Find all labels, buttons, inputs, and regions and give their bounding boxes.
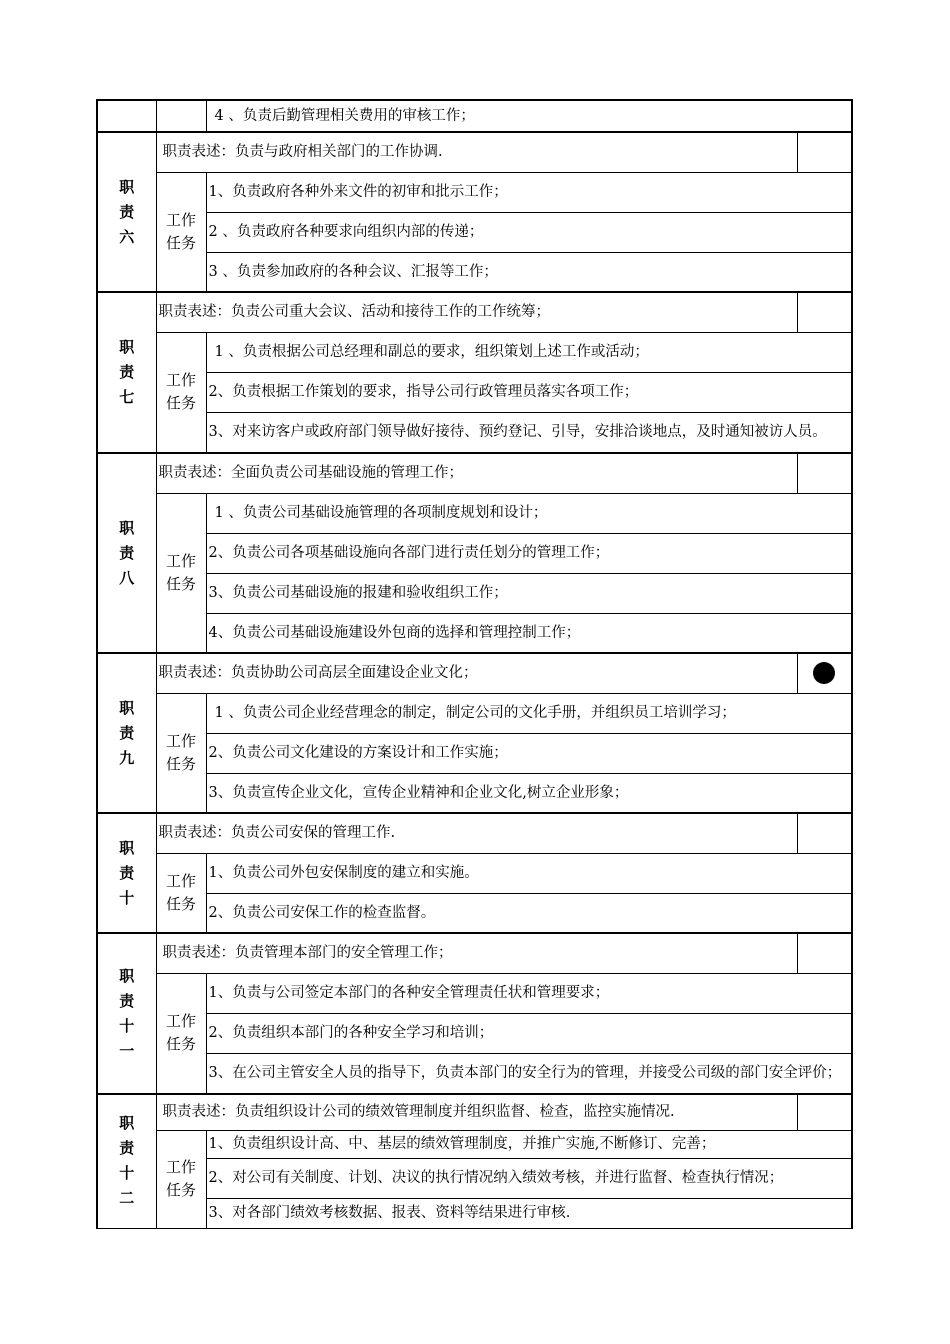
task-item: 3 、负责参加政府的各种会议、汇报等工作； <box>206 252 852 292</box>
table-row <box>97 533 852 573</box>
table-row <box>97 412 852 453</box>
table-row <box>97 332 852 372</box>
task-item: 3、负责宣传企业文化，宣传企业精神和企业文化,树立企业形象； <box>206 773 852 813</box>
table-row <box>97 973 852 1013</box>
mark-cell <box>797 132 852 172</box>
duty-description: 职责表述：负责组织设计公司的绩效管理制度并组织监督、检查，监控实施情况. <box>156 1094 797 1130</box>
duty-cell-empty <box>97 100 156 132</box>
task-item: 4 、负责后勤管理相关费用的审核工作； <box>206 100 852 132</box>
table-row <box>97 773 852 813</box>
mark-cell <box>797 933 852 973</box>
table-row <box>97 493 852 533</box>
task-item: 3、负责公司基础设施的报建和验收组织工作； <box>206 573 852 613</box>
task-item: 1 、负责公司基础设施管理的各项制度规划和设计； <box>206 493 852 533</box>
task-label: 工作 任务 <box>156 1130 206 1228</box>
table-row <box>97 653 852 693</box>
duty-description: 职责表述：负责与政府相关部门的工作协调. <box>156 132 797 172</box>
task-item: 1 、负责根据公司总经理和副总的要求，组织策划上述工作或活动； <box>206 332 852 372</box>
mark-cell <box>797 813 852 853</box>
table-row <box>97 693 852 733</box>
task-item: 2、负责组织本部门的各种安全学习和培训； <box>206 1013 852 1053</box>
task-label: 工作 任务 <box>156 853 206 933</box>
task-item: 2、负责公司各项基础设施向各部门进行责任划分的管理工作； <box>206 533 852 573</box>
duty-label-9: 职 责 九 <box>97 653 156 813</box>
table-row <box>97 1158 852 1198</box>
task-item: 2、负责公司安保工作的检查监督。 <box>206 893 852 933</box>
table-row <box>97 212 852 252</box>
task-label: 工作 任务 <box>156 693 206 813</box>
table-row <box>97 1013 852 1053</box>
filled-circle-icon <box>813 662 835 684</box>
task-item: 3、对来访客户或政府部门领导做好接待、预约登记、引导，安排洽谈地点，及时通知被访人员。 <box>206 412 852 453</box>
table-row <box>97 292 852 332</box>
duty-description: 职责表述：负责公司安保的管理工作. <box>156 813 797 853</box>
duty-description: 职责表述：负责公司重大会议、活动和接待工作的工作统筹； <box>156 292 797 332</box>
mark-cell <box>797 453 852 493</box>
duty-label-7: 职 责 七 <box>97 292 156 453</box>
task-item: 2、负责公司文化建设的方案设计和工作实施； <box>206 733 852 773</box>
table-row <box>97 453 852 493</box>
table-row <box>97 100 852 132</box>
table-row <box>97 933 852 973</box>
duty-description: 职责表述：负责协助公司高层全面建设企业文化； <box>156 653 797 693</box>
duty-table-sheet <box>96 99 851 1229</box>
table-row <box>97 893 852 933</box>
table-row <box>97 252 852 292</box>
duty-label-10: 职 责 十 <box>97 813 156 933</box>
task-item: 1 、负责公司企业经营理念的制定，制定公司的文化手册，并组织员工培训学习； <box>206 693 852 733</box>
table-row <box>97 733 852 773</box>
table-row <box>97 172 852 212</box>
table-row <box>97 573 852 613</box>
mark-cell <box>797 1094 852 1130</box>
task-item: 3、在公司主管安全人员的指导下，负责本部门的安全行为的管理，并接受公司级的部门安全评价； <box>206 1053 852 1094</box>
duty-label-11: 职 责 十 一 <box>97 933 156 1094</box>
task-item: 2、负责根据工作策划的要求，指导公司行政管理员落实各项工作； <box>206 372 852 412</box>
task-item: 1、负责组织设计高、中、基层的绩效管理制度，并推广实施,不断修订、完善； <box>206 1130 852 1158</box>
duty-table <box>96 99 853 1229</box>
mark-cell <box>797 292 852 332</box>
table-row <box>97 372 852 412</box>
duty-description: 职责表述：全面负责公司基础设施的管理工作； <box>156 453 797 493</box>
task-label: 工作 任务 <box>156 973 206 1094</box>
table-row <box>97 1053 852 1094</box>
task-item: 1、负责政府各种外来文件的初审和批示工作； <box>206 172 852 212</box>
task-label: 工作 任务 <box>156 332 206 453</box>
table-row <box>97 1094 852 1130</box>
task-item: 2、对公司有关制度、计划、决议的执行情况纳入绩效考核，并进行监督、检查执行情况； <box>206 1158 852 1198</box>
task-label: 工作 任务 <box>156 172 206 292</box>
duty-label-6: 职 责 六 <box>97 132 156 292</box>
mark-cell <box>797 653 852 693</box>
table-row <box>97 853 852 893</box>
table-row <box>97 813 852 853</box>
duty-label-8: 职 责 八 <box>97 453 156 653</box>
task-item: 1、负责与公司签定本部门的各种安全管理责任状和管理要求； <box>206 973 852 1013</box>
task-label-cell-empty <box>156 100 206 132</box>
table-row <box>97 613 852 653</box>
task-item: 4、负责公司基础设施建设外包商的选择和管理控制工作； <box>206 613 852 653</box>
task-item: 3、对各部门绩效考核数据、报表、资料等结果进行审核. <box>206 1198 852 1228</box>
table-row <box>97 132 852 172</box>
task-item: 2 、负责政府各种要求向组织内部的传递； <box>206 212 852 252</box>
table-row <box>97 1130 852 1158</box>
table-row <box>97 1198 852 1228</box>
duty-label-12: 职 责 十 二 <box>97 1094 156 1228</box>
task-item: 1、负责公司外包安保制度的建立和实施。 <box>206 853 852 893</box>
task-label: 工作 任务 <box>156 493 206 653</box>
duty-description: 职责表述：负责管理本部门的安全管理工作； <box>156 933 797 973</box>
